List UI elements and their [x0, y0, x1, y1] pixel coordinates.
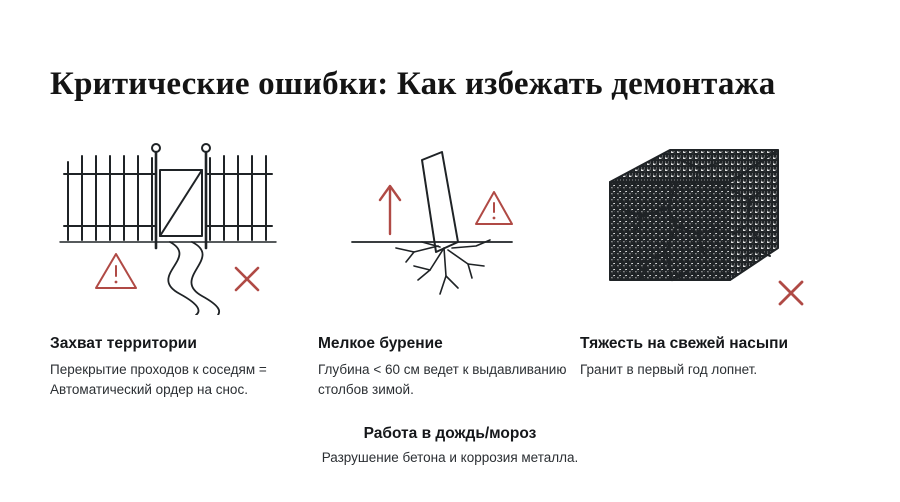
heading-territory: Захват территории: [50, 335, 197, 352]
heading-weight-on-fill: Тяжесть на свежей насыпи: [580, 335, 788, 352]
heading-shallow-drilling: Мелкое бурение: [318, 335, 443, 352]
body-territory: Перекрытие проходов к соседям = Автоматический ордер на снос.: [50, 362, 267, 397]
footer-body: Разрушение бетона и коррозия металла.: [321, 450, 579, 465]
column-territory: [0, 130, 300, 400]
illustration-post-heaving: [318, 130, 570, 320]
footer-note: [0, 425, 900, 465]
columns-row: [0, 130, 900, 400]
page-title: Критические ошибки: Как избежать демонтажа: [50, 66, 776, 102]
illustration-cracked-granite-cube: [580, 130, 900, 320]
body-weight-on-fill: Гранит в первый год лопнет.: [580, 362, 758, 378]
illustration-fence-gate: [50, 130, 300, 320]
column-shallow-drilling: [300, 130, 570, 400]
body-shallow-drilling: Глубина < 60 см ведет к выдавливанию столбов зимой.: [318, 362, 567, 397]
footer-heading: Работа в дождь/мороз: [363, 425, 537, 442]
column-weight-on-fill: [570, 130, 900, 380]
